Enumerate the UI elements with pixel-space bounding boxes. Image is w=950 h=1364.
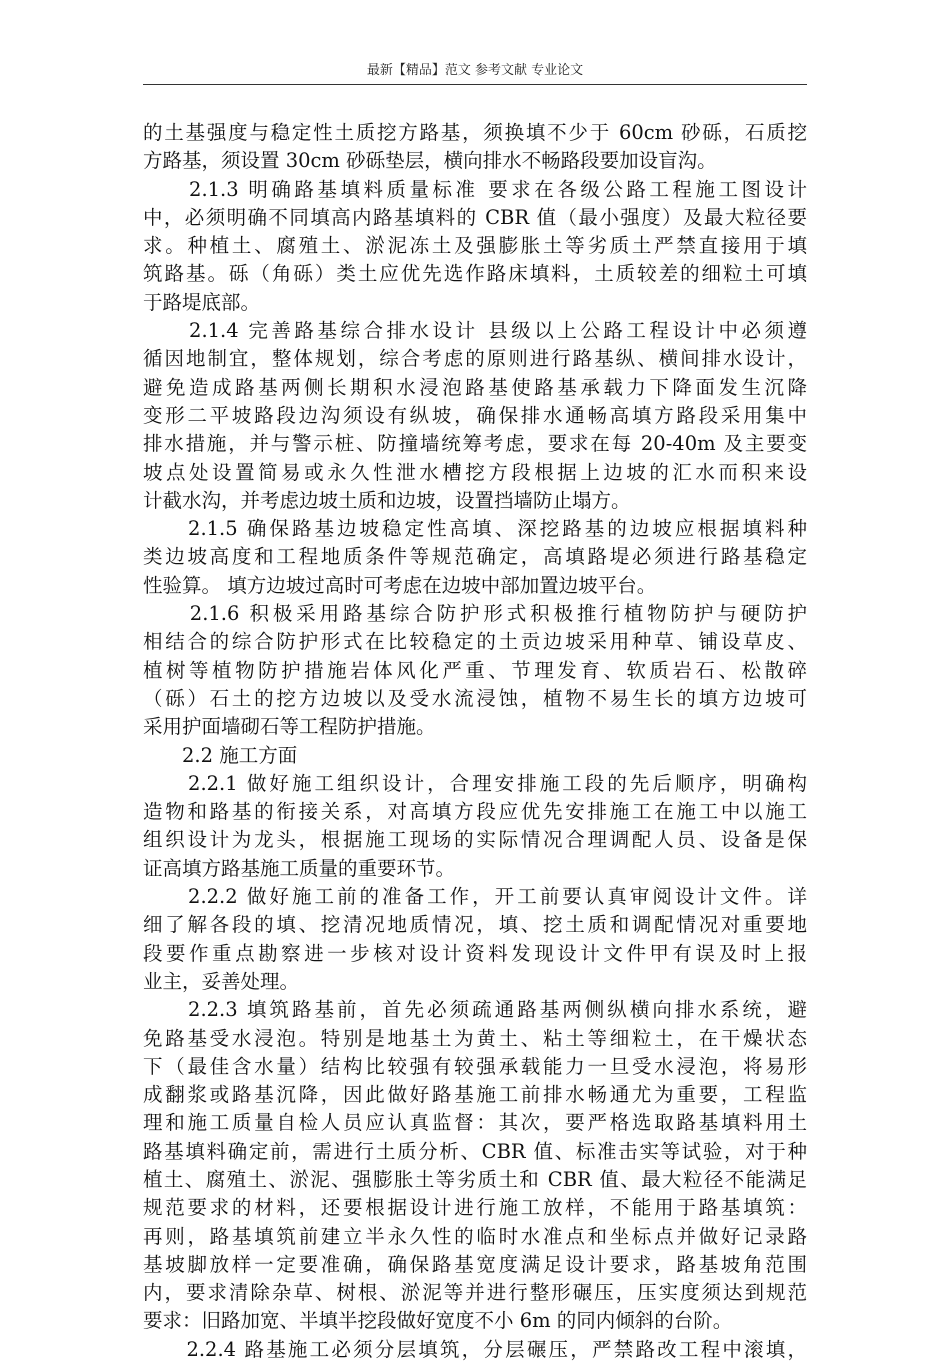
- text-line: 方路基，须设置 30cm 砂砾垫层，横向排水不畅路段要加设盲沟。: [143, 149, 717, 173]
- text-line: 2.2 施工方面: [143, 743, 298, 767]
- text-line: 再则，路基填筑前建立半永久性的临时水准点和坐标点并做好记录路: [143, 1224, 807, 1248]
- text-line: （砾）石土的挖方边坡以及受水流浸蚀，植物不易生长的填方边坡可: [143, 686, 807, 710]
- text-line: 筑路基。砾（角砾）类土应优先选作路床填料，土质较差的细粒土可填: [143, 262, 807, 286]
- text-line: 段要作重点勘察进一步核对设计资料发现设计文件甲有误及时上报: [143, 941, 807, 965]
- text-line: 下（最佳含水量）结构比较强有较强承载能力一旦受水浸泡，将易形: [143, 1054, 807, 1078]
- text-line: 免路基受水浸泡。特别是地基土为黄土、粘土等细粒土，在干燥状态: [143, 1026, 807, 1050]
- text-line: 规范要求的材料，还要根据设计进行施工放样，不能用于路基填筑：: [143, 1196, 807, 1220]
- text-line: 2.2.3 填筑路基前，首先必须疏通路基两侧纵横向排水系统，避: [143, 998, 807, 1022]
- text-line: 避免造成路基两侧长期积水浸泡路基使路基承载力下降面发生沉降: [143, 375, 807, 399]
- text-line: 变形二平坡路段边沟须设有纵坡，确保排水通畅高填方路段采用集中: [143, 403, 807, 427]
- text-line: 路基填料确定前，需进行土质分析、CBR 值、标准击实等试验，对于种: [143, 1139, 807, 1163]
- page-header: 最新【精品】范文 参考文献 专业论文: [366, 63, 584, 78]
- text-line: 2.1.4 完善路基综合排水设计 县级以上公路工程设计中必须遵: [143, 319, 807, 343]
- text-line: 基坡脚放样一定要准确，确保路基宽度满足设计要求，路基坡角范围: [143, 1252, 807, 1276]
- text-line: 植树等植物防护措施岩体风化严重、节理发育、软质岩石、松散碎: [143, 658, 807, 682]
- text-line: 造物和路基的衔接关系，对高填方段应优先安排施工在施工中以施工: [143, 800, 807, 824]
- text-line: 要求：旧路加宽、半填半挖段做好宽度不小 6m 的同内倾斜的台阶。: [143, 1309, 733, 1333]
- text-line: 2.1.6 积极采用路基综合防护形式积极推行植物防护与硬防护: [143, 602, 807, 626]
- text-line: 2.2.1 做好施工组织设计，合理安排施工段的先后顺序，明确构: [143, 771, 807, 795]
- text-line: 成翻浆或路基沉降，因此做好路基施工前排水畅通尤为重要，工程监: [143, 1083, 807, 1107]
- text-line: 计截水沟，并考虑边坡土质和边坡，设置挡墙防止塌方。: [143, 488, 631, 512]
- text-line: 类边坡高度和工程地质条件等规范确定，高填路堤必须进行路基稳定: [143, 545, 807, 569]
- text-line: 植土、腐殖土、淤泥、强膨胀土等劣质土和 CBR 值、最大粒径不能满足: [143, 1167, 807, 1191]
- text-line: 相结合的综合防护形式在比较稳定的土贡边坡采用种草、铺设草皮、: [143, 630, 807, 654]
- text-line: 求。种植土、腐殖土、淤泥冻土及强膨胀土等劣质土严禁直接用于填: [143, 234, 807, 258]
- text-line: 循因地制宜，整体规划，综合考虑的原则进行路基纵、横间排水设计，: [143, 347, 807, 371]
- text-line: 证高填方路基施工质量的重要环节。: [143, 856, 456, 880]
- text-line: 业主，妥善处理。: [143, 969, 300, 993]
- text-line: 采用护面墙砌石等工程防护措施。: [143, 715, 436, 739]
- text-line: 2.2.4 路基施工必须分层填筑，分层碾压，严禁路改工程中滚填，: [143, 1337, 807, 1361]
- header-divider: [143, 84, 807, 85]
- text-line: 2.1.5 确保路基边坡稳定性高填、深挖路基的边坡应根据填料种: [143, 517, 807, 541]
- text-line: 细了解各段的填、挖清况地质情况，填、挖土质和调配情况对重要地: [143, 913, 807, 937]
- text-line: 2.2.2 做好施工前的准备工作，开工前要认真审阅设计文件。详: [143, 885, 807, 909]
- text-line: 组织设计为龙头，根据施工现场的实际情况合理调配人员、设备是保: [143, 828, 807, 852]
- text-line: 排水措施，并与警示桩、防撞墙统筹考虑，要求在每 20-40m 及主要变: [143, 432, 807, 456]
- text-line: 中，必须明确不同填高内路基填料的 CBR 值（最小强度）及最大粒径要: [143, 205, 807, 229]
- text-line: 于路堤底部。: [143, 290, 261, 314]
- text-line: 内，要求清除杂草、树根、淤泥等并进行整形碾压，压实度须达到规范: [143, 1281, 807, 1305]
- text-line: 坡点处设置简易或永久性泄水槽挖方段根据上边坡的汇水而积来设: [143, 460, 807, 484]
- text-line: 的土基强度与稳定性土质挖方路基，须换填不少于 60cm 砂砾，石质挖: [143, 121, 807, 144]
- text-line: 性验算。 填方边坡过高时可考虑在边坡中部加置边坡平台。: [143, 573, 657, 597]
- body-text: [143, 119, 807, 1364]
- text-line: 理和施工质量自检人员应认真监督：其次，要严格选取路基填料用土: [143, 1111, 807, 1135]
- text-line: 2.1.3 明确路基填料质量标准 要求在各级公路工程施工图设计: [143, 177, 807, 201]
